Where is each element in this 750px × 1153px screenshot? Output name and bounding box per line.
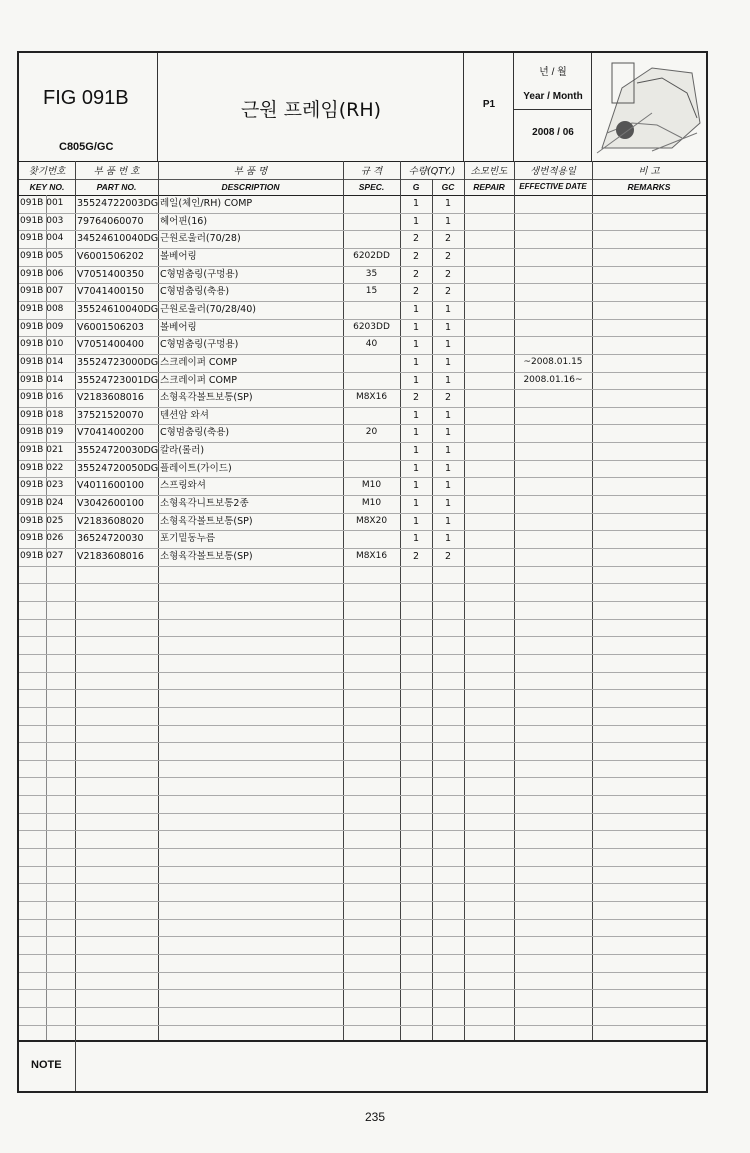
row-description: C형멈춤링(구멍용)	[160, 268, 239, 280]
row-key: 091B 006	[20, 268, 64, 279]
col-qty-gc: GC	[441, 182, 455, 192]
row-qty-gc: 1	[444, 356, 452, 368]
row-effective-date	[514, 442, 592, 460]
row-qty-gc: 1	[444, 498, 452, 510]
row-key: 091B 008	[20, 303, 64, 314]
row-spec	[343, 195, 400, 213]
row-effective-date	[514, 530, 592, 548]
row-qty-gc: 1	[444, 533, 452, 545]
row-spec	[343, 530, 400, 548]
row-description: C형멈춤링(구멍용)	[160, 339, 239, 351]
col-key-ko: 찾기번호	[28, 166, 66, 177]
row-spec: M8X16	[355, 551, 388, 561]
year-month-en: Year / Month	[523, 91, 583, 102]
row-description: 볼베어링	[160, 250, 197, 262]
combine-harvester-icon	[592, 53, 706, 161]
row-qty-gc: 1	[444, 409, 452, 421]
row-key: 091B 004	[20, 233, 64, 244]
row-effective-date	[514, 283, 592, 301]
page-title: 근원 프레임(RH)	[240, 99, 382, 121]
row-qty-gc: 2	[444, 250, 452, 262]
col-eff-en: EFFECTIVE DATE	[519, 182, 587, 191]
row-qty-g: 1	[412, 462, 420, 474]
row-qty-gc: 1	[444, 374, 452, 386]
row-spec: 40	[365, 339, 378, 350]
row-effective-date	[514, 513, 592, 531]
row-description: C형멈춤링(축용)	[160, 427, 230, 439]
year-month-ko: 년 / 월	[539, 67, 567, 78]
row-spec	[343, 372, 400, 390]
row-spec: M10	[361, 498, 382, 509]
row-part-no: 36524720030	[77, 533, 144, 545]
row-effective-date	[514, 195, 592, 213]
row-key: 091B 023	[20, 480, 64, 491]
row-qty-g: 1	[412, 533, 420, 545]
row-spec: 15	[365, 286, 378, 297]
row-description: 플레이트(가이드)	[160, 462, 232, 474]
row-qty-g: 2	[412, 286, 420, 298]
row-qty-gc: 1	[444, 321, 452, 333]
row-description: 소형육각볼트보통(SP)	[160, 515, 253, 527]
row-qty-gc: 2	[444, 392, 452, 404]
row-qty-gc: 1	[444, 215, 452, 227]
row-qty-g: 1	[412, 374, 420, 386]
row-description: 레일(체인/RH) COMP	[160, 198, 253, 209]
row-description: C형멈춤링(축용)	[160, 286, 230, 298]
row-description: 스크레이퍼 COMP	[160, 374, 237, 386]
row-spec: M8X20	[355, 515, 388, 526]
row-part-no: 35524723001DG	[77, 374, 159, 386]
row-qty-gc: 2	[444, 233, 452, 245]
row-qty-g: 2	[412, 551, 420, 562]
row-part-no: 35524610040DG	[77, 303, 159, 315]
row-part-no: 35524720050DG	[77, 462, 159, 474]
row-spec	[343, 213, 400, 231]
row-description: 헤어핀(16)	[160, 215, 208, 227]
row-part-no: V7041400200	[77, 427, 144, 439]
row-qty-gc: 1	[444, 339, 452, 351]
row-qty-g: 1	[412, 339, 420, 351]
row-qty-g: 1	[412, 427, 420, 439]
fig-box	[19, 53, 158, 161]
col-rem-en: REMARKS	[627, 182, 671, 192]
row-qty-g: 1	[412, 321, 420, 333]
col-spec-ko: 규 격	[360, 166, 383, 177]
row-qty-gc: 1	[444, 445, 452, 457]
row-description: 소형육각볼트보통(SP)	[160, 392, 253, 404]
row-effective-date	[514, 495, 592, 513]
row-part-no: V3042600100	[77, 498, 144, 510]
row-qty-gc: 1	[444, 427, 452, 439]
row-key: 091B 019	[20, 427, 64, 438]
row-key: 091B 021	[20, 445, 64, 456]
row-description: 칼라(롤러)	[160, 445, 205, 457]
row-effective-date	[514, 266, 592, 284]
row-qty-gc: 1	[444, 515, 452, 527]
row-qty-gc: 2	[444, 551, 452, 562]
col-desc-ko: 부 품 명	[233, 166, 268, 177]
col-spec-en: SPEC.	[358, 182, 385, 192]
col-rem-ko: 비 고	[638, 166, 660, 177]
row-part-no: 35524723000DG	[77, 356, 159, 368]
row-part-no: V7051400350	[77, 268, 144, 280]
row-spec: 6202DD	[353, 250, 390, 261]
col-qty-g: G	[412, 182, 420, 192]
row-qty-gc: 1	[444, 480, 452, 492]
row-qty-g: 2	[412, 233, 420, 245]
row-qty-g: 2	[412, 250, 420, 262]
row-description: 스프링와셔	[160, 480, 206, 492]
row-spec	[343, 301, 400, 319]
row-part-no: V6001506202	[77, 250, 144, 262]
row-spec	[343, 230, 400, 248]
row-effective-date	[514, 477, 592, 495]
row-description: 소형육각볼트보통(SP)	[160, 551, 253, 562]
row-qty-g: 1	[412, 498, 420, 510]
col-qty-ko: 수량(QTY.)	[408, 166, 456, 177]
row-key: 091B 001	[20, 198, 64, 208]
page-number: 235	[364, 1110, 386, 1124]
row-part-no: 79764060070	[77, 215, 144, 227]
row-key: 091B 024	[20, 498, 64, 509]
model-code: C805G/GC	[59, 141, 114, 153]
row-part-no: 37521520070	[77, 409, 144, 421]
note-label: NOTE	[31, 1059, 62, 1071]
page-code: P1	[482, 99, 496, 110]
date-value: 2008 / 06	[532, 127, 574, 138]
machine-thumbnail	[592, 53, 706, 161]
row-description: 포기밑동누름	[160, 533, 216, 545]
fig-number: FIG 091B	[43, 87, 129, 109]
row-part-no: V7051400400	[77, 339, 144, 351]
row-spec: 35	[365, 268, 378, 279]
row-qty-g: 1	[412, 215, 420, 227]
row-effective-date	[514, 230, 592, 248]
row-part-no: V7041400150	[77, 286, 144, 298]
row-effective-date	[514, 548, 592, 566]
row-key: 091B 014	[20, 374, 64, 385]
row-effective-date	[514, 319, 592, 337]
col-eff-ko: 생번적용일	[530, 166, 576, 177]
row-key: 091B 016	[20, 392, 64, 403]
col-key-en: KEY NO.	[29, 182, 65, 192]
row-key: 091B 007	[20, 286, 64, 297]
date-box	[514, 53, 592, 161]
row-description: 소형육각니트보통2종	[160, 498, 249, 510]
row-key: 091B 025	[20, 515, 64, 526]
row-effective-date: 2008.01.16~	[523, 374, 583, 385]
row-qty-g: 1	[412, 198, 420, 209]
row-key: 091B 003	[20, 215, 64, 226]
row-part-no: V6001506203	[77, 321, 144, 333]
row-spec	[343, 407, 400, 425]
row-description: 텐션암 와셔	[160, 409, 209, 421]
row-spec	[343, 460, 400, 478]
row-qty-g: 1	[412, 480, 420, 492]
row-description: 볼베어링	[160, 321, 197, 333]
row-description: 근원로울러(70/28/40)	[160, 303, 256, 315]
row-qty-gc: 1	[444, 462, 452, 474]
row-qty-g: 1	[412, 303, 420, 315]
row-effective-date	[514, 301, 592, 319]
row-key: 091B 009	[20, 321, 64, 332]
col-desc-en: DESCRIPTION	[221, 182, 280, 192]
row-qty-g: 1	[412, 409, 420, 421]
row-part-no: V2183608016	[77, 392, 144, 404]
row-qty-g: 2	[412, 392, 420, 404]
row-key: 091B 010	[20, 339, 64, 350]
row-qty-gc: 1	[444, 198, 452, 209]
row-spec: M10	[361, 480, 382, 491]
row-key: 091B 005	[20, 250, 64, 261]
row-part-no: 34524610040DG	[77, 233, 159, 245]
row-part-no: V2183608020	[77, 515, 144, 527]
row-qty-g: 2	[412, 268, 420, 280]
col-repair-en: REPAIR	[473, 182, 505, 192]
row-qty-gc: 2	[444, 268, 452, 280]
parts-sheet	[17, 51, 708, 1093]
row-spec	[343, 442, 400, 460]
row-part-no: 35524722003DG	[77, 198, 159, 209]
row-part-no: 35524720030DG	[77, 445, 159, 457]
row-effective-date	[514, 213, 592, 231]
row-spec	[343, 354, 400, 372]
row-qty-g: 1	[412, 356, 420, 368]
row-key: 091B 027	[20, 551, 64, 561]
row-effective-date	[514, 389, 592, 407]
row-qty-gc: 2	[444, 286, 452, 298]
col-part-en: PART NO.	[96, 182, 137, 192]
row-key: 091B 026	[20, 533, 64, 544]
row-key: 091B 018	[20, 409, 64, 420]
row-effective-date	[514, 336, 592, 354]
col-part-ko: 부 품 번 호	[93, 166, 140, 177]
row-effective-date: ~2008.01.15	[523, 356, 583, 367]
row-key: 091B 014	[20, 356, 64, 367]
row-key: 091B 022	[20, 462, 64, 473]
row-part-no: V4011600100	[77, 480, 144, 492]
row-qty-gc: 1	[444, 303, 452, 315]
row-effective-date	[514, 248, 592, 266]
row-spec: 6203DD	[353, 321, 390, 332]
page-code-box	[464, 53, 514, 161]
row-description: 스크레이퍼 COMP	[160, 356, 237, 368]
row-spec: 20	[365, 427, 378, 438]
row-effective-date	[514, 424, 592, 442]
row-description: 근원로울러(70/28)	[160, 233, 241, 245]
col-repair-ko: 소모빈도	[470, 166, 508, 177]
title-box	[158, 53, 464, 161]
row-qty-g: 1	[412, 515, 420, 527]
row-spec: M8X16	[355, 392, 388, 403]
row-qty-g: 1	[412, 445, 420, 457]
row-effective-date	[514, 407, 592, 425]
row-part-no: V2183608016	[77, 551, 144, 562]
row-effective-date	[514, 460, 592, 478]
